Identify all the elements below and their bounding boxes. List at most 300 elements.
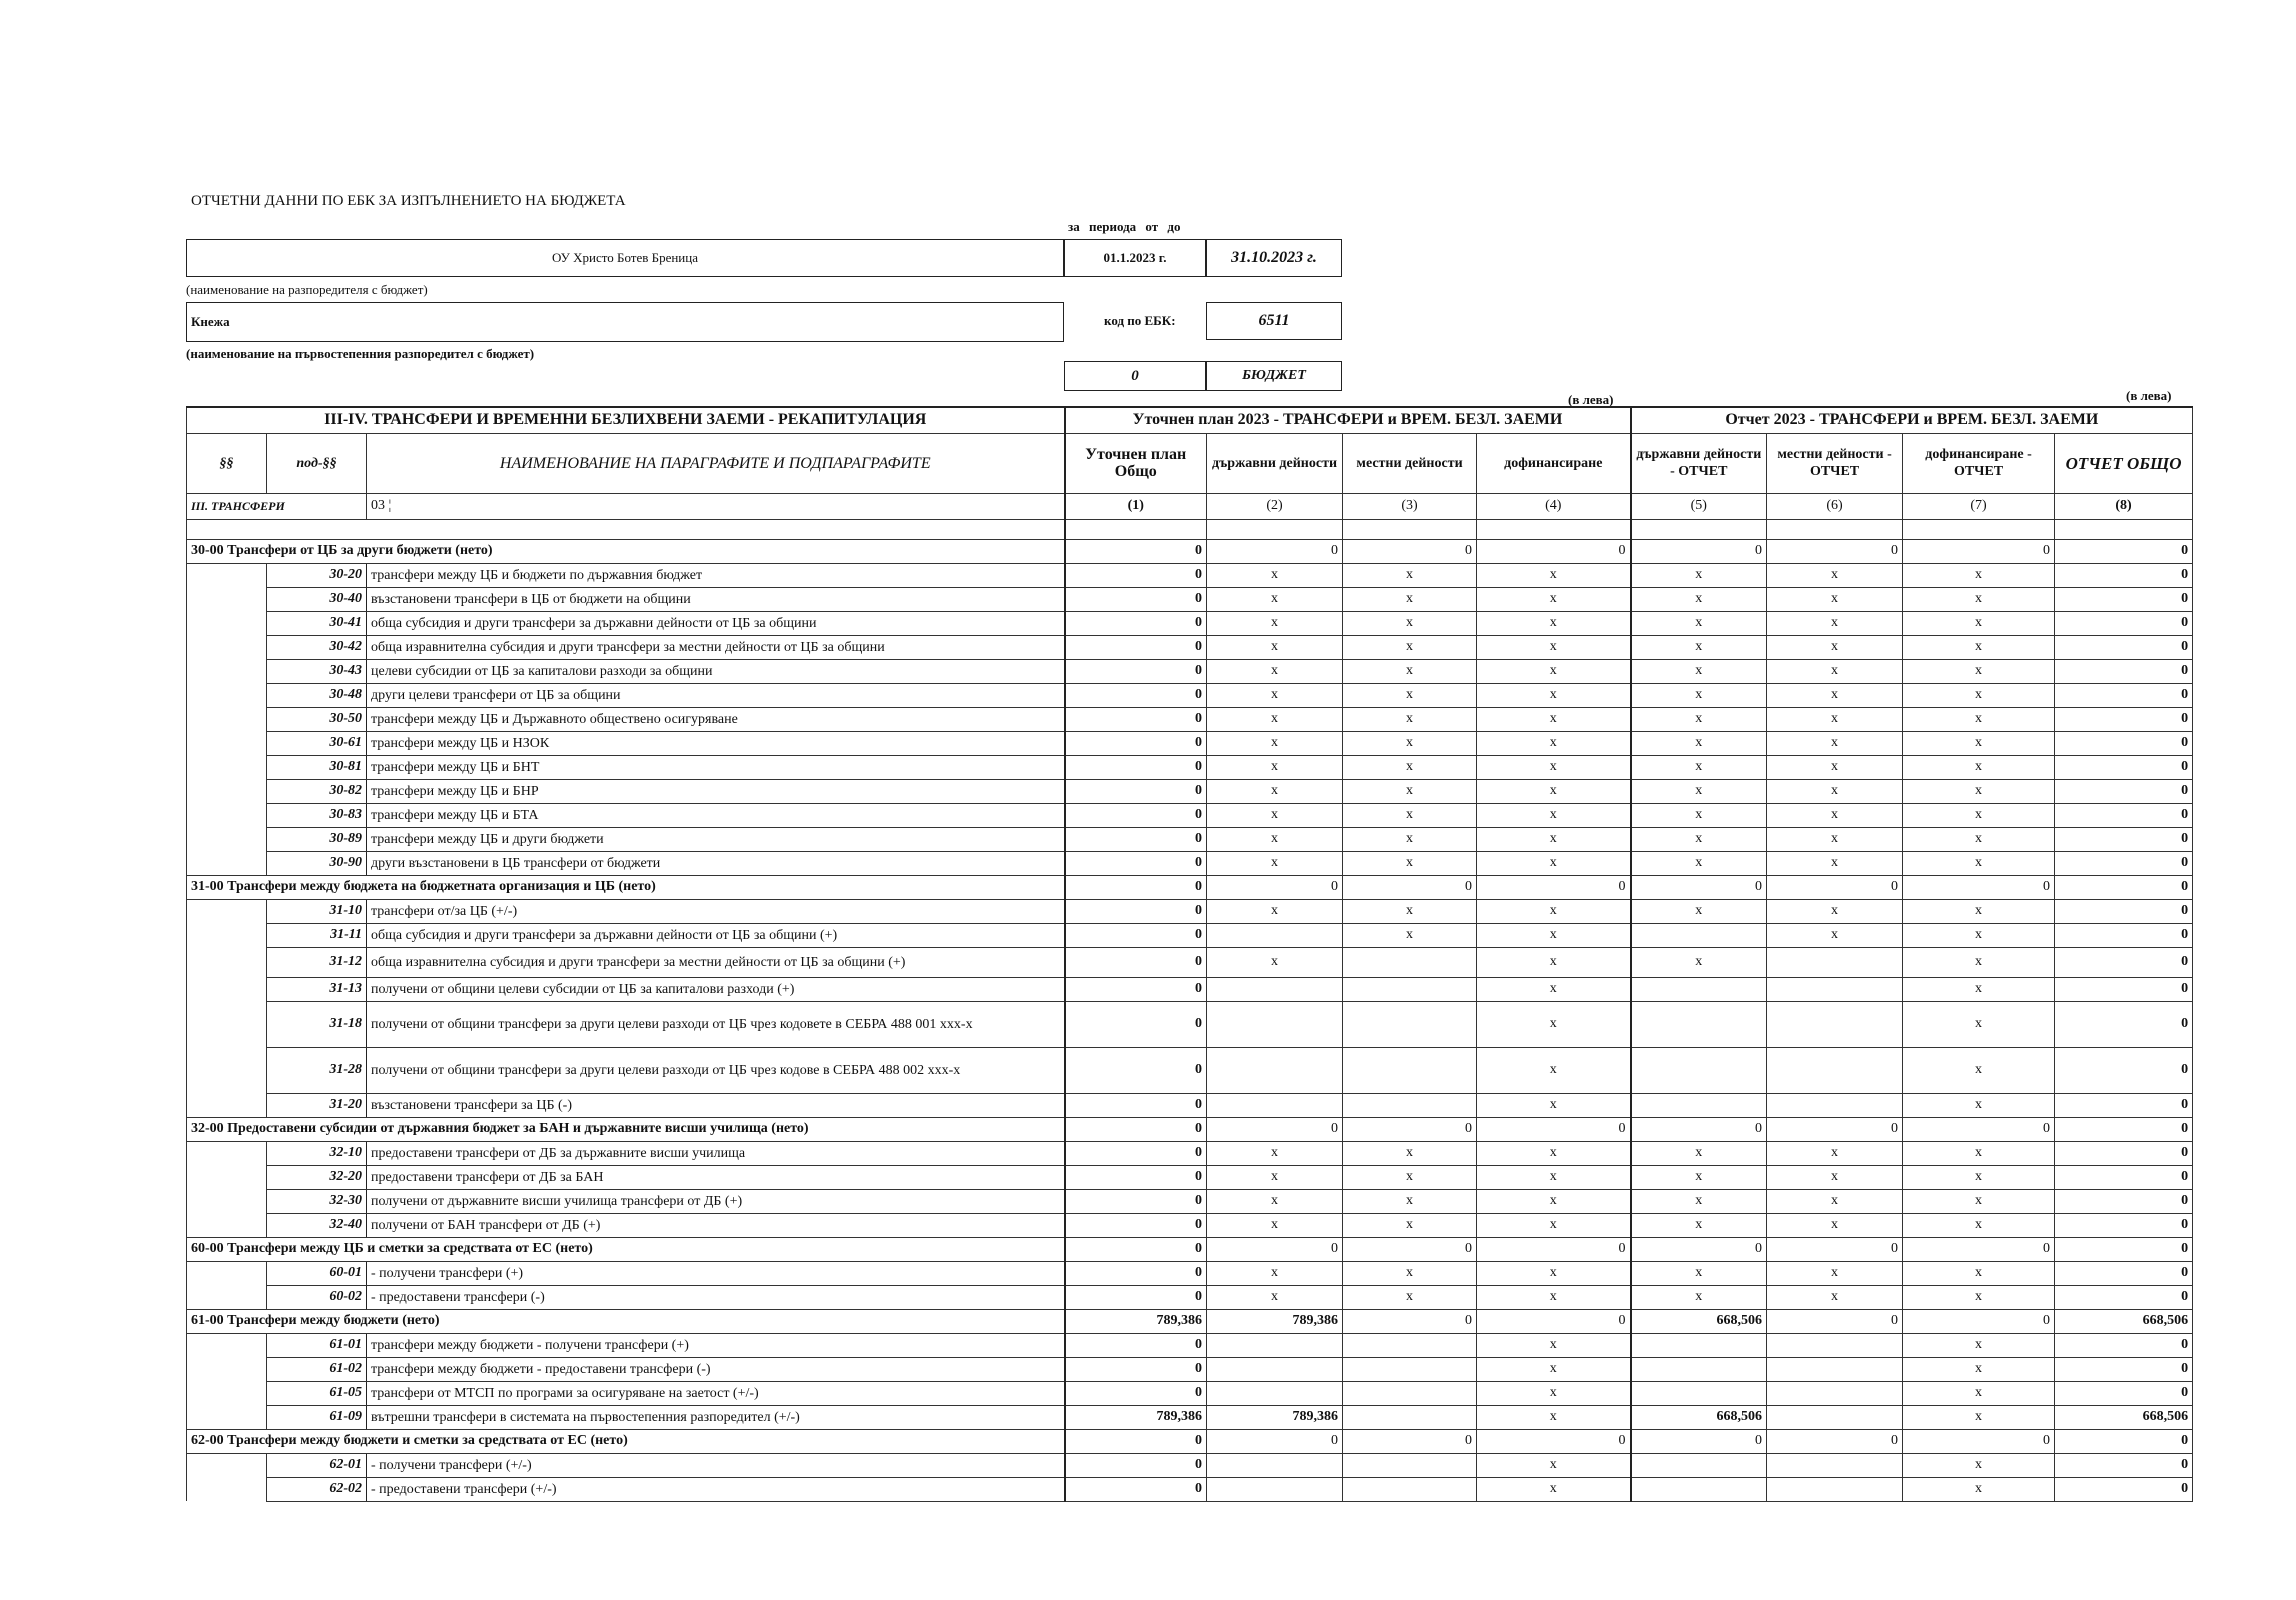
table-row <box>187 1285 2193 1309</box>
value-cell-col7: x <box>1903 1381 2055 1405</box>
value-cell-col2: x <box>1207 803 1343 827</box>
subpar-name: обща изравнителна субсидия и други трансфери за местни дейности от ЦБ за общини <box>367 635 1065 659</box>
value-cell-col5: x <box>1631 1141 1767 1165</box>
value-cell-col7: x <box>1903 1213 2055 1237</box>
value-cell-col3: x <box>1343 659 1477 683</box>
value-cell-col8: 0 <box>2055 1213 2193 1237</box>
value-cell-col1: 0 <box>1065 731 1207 755</box>
subpar-name: - получени трансфери (+/-) <box>367 1453 1065 1477</box>
table-row <box>187 1213 2193 1237</box>
col-number-2: (2) <box>1207 493 1343 519</box>
par-cell <box>187 611 267 635</box>
value-cell-col3 <box>1343 1001 1477 1047</box>
value-cell-col7: x <box>1903 635 2055 659</box>
value-cell-col4: x <box>1477 803 1631 827</box>
value-cell-col6 <box>1767 977 1903 1001</box>
value-cell-col6: x <box>1767 923 1903 947</box>
subpar-name: трансфери между ЦБ и БНР <box>367 779 1065 803</box>
table-row <box>187 803 2193 827</box>
value-cell-col1: 0 <box>1065 539 1207 563</box>
value-cell-col2: x <box>1207 1285 1343 1309</box>
value-cell-col7: 0 <box>1903 1309 2055 1333</box>
table-row <box>187 683 2193 707</box>
value-cell-col3: x <box>1343 779 1477 803</box>
currency-note-report: (в лева) <box>2126 388 2172 403</box>
value-cell-col4: x <box>1477 1141 1631 1165</box>
table-row <box>187 1001 2193 1047</box>
subpar-code: 30-82 <box>267 779 367 803</box>
value-cell-col4: x <box>1477 1477 1631 1501</box>
value-cell-col8: 0 <box>2055 1453 2193 1477</box>
subpar-code: 31-28 <box>267 1047 367 1093</box>
value-cell-col2 <box>1207 1333 1343 1357</box>
value-cell-col2 <box>1207 1357 1343 1381</box>
value-cell-col4: x <box>1477 1213 1631 1237</box>
ebk-code-box <box>1206 302 1342 340</box>
value-cell-col4: x <box>1477 731 1631 755</box>
table-row <box>187 977 2193 1001</box>
table-row <box>187 563 2193 587</box>
section-sub: 03 ¦ <box>367 493 1065 519</box>
col-number-5: (5) <box>1631 493 1767 519</box>
subpar-name: - получени трансфери (+) <box>367 1261 1065 1285</box>
value-cell-col3: x <box>1343 635 1477 659</box>
subpar-code: 30-81 <box>267 755 367 779</box>
value-cell-col1: 0 <box>1065 1189 1207 1213</box>
value-cell-col7: x <box>1903 899 2055 923</box>
value-cell-col1: 0 <box>1065 635 1207 659</box>
value-cell-col4: x <box>1477 779 1631 803</box>
col-number-6: (6) <box>1767 493 1903 519</box>
par-cell <box>187 1093 267 1117</box>
value-cell-col3: 0 <box>1343 539 1477 563</box>
col7-header: дофинансиране - ОТЧЕТ <box>1903 433 2055 493</box>
value-cell-col7: x <box>1903 977 2055 1001</box>
value-cell-col7: x <box>1903 1405 2055 1429</box>
value-cell-col4: x <box>1477 977 1631 1001</box>
value-cell-col5: 0 <box>1631 1429 1767 1453</box>
par-cell <box>187 947 267 977</box>
value-cell-col5: x <box>1631 899 1767 923</box>
table-header-row-3 <box>187 493 2193 519</box>
value-cell-col6: x <box>1767 1213 1903 1237</box>
value-cell-col6: x <box>1767 779 1903 803</box>
value-cell-col2: x <box>1207 611 1343 635</box>
value-cell-col8: 0 <box>2055 875 2193 899</box>
table-row <box>187 1165 2193 1189</box>
par-cell <box>187 1381 267 1405</box>
value-cell-col6: 0 <box>1767 1309 1903 1333</box>
value-cell-col5: x <box>1631 731 1767 755</box>
subpar-code: 30-50 <box>267 707 367 731</box>
value-cell-col1: 0 <box>1065 1261 1207 1285</box>
value-cell-col4: x <box>1477 1047 1631 1093</box>
value-cell-col3: x <box>1343 731 1477 755</box>
par-cell <box>187 1261 267 1285</box>
value-cell-col6: x <box>1767 587 1903 611</box>
subpar-name: обща субсидия и други трансфери за държавни дейности от ЦБ за общини <box>367 611 1065 635</box>
value-cell-col5: x <box>1631 1261 1767 1285</box>
ebk-code: 6511 <box>1258 312 1290 329</box>
value-cell-col6: x <box>1767 659 1903 683</box>
subpar-code: 32-20 <box>267 1165 367 1189</box>
value-cell-col8: 0 <box>2055 779 2193 803</box>
value-cell-col4: x <box>1477 923 1631 947</box>
value-cell-col6: x <box>1767 1141 1903 1165</box>
value-cell-col8: 0 <box>2055 611 2193 635</box>
value-cell-col8: 0 <box>2055 755 2193 779</box>
value-cell-col7: x <box>1903 707 2055 731</box>
value-cell-col1: 0 <box>1065 1213 1207 1237</box>
value-cell-col8: 0 <box>2055 977 2193 1001</box>
value-cell-col7: x <box>1903 947 2055 977</box>
col3-header: местни дейности <box>1343 433 1477 493</box>
subpar-name: възстановени трансфери в ЦБ от бюджети на общини <box>367 587 1065 611</box>
value-cell-col6: x <box>1767 563 1903 587</box>
table-row <box>187 611 2193 635</box>
value-cell-col3 <box>1343 977 1477 1001</box>
value-cell-col3 <box>1343 947 1477 977</box>
table-row <box>187 947 2193 977</box>
value-cell-col6: 0 <box>1767 875 1903 899</box>
subpar-name: трансфери от МТСП по програми за осигуряване на заетост (+/-) <box>367 1381 1065 1405</box>
par-cell <box>187 707 267 731</box>
col-number-1: (1) <box>1065 493 1207 519</box>
subpar-name: трансфери между ЦБ и други бюджети <box>367 827 1065 851</box>
value-cell-col8: 0 <box>2055 587 2193 611</box>
spacer-row <box>187 519 2193 539</box>
par-cell <box>187 1141 267 1165</box>
table-row <box>187 827 2193 851</box>
subpar-code: 30-83 <box>267 803 367 827</box>
value-cell-col3: x <box>1343 1261 1477 1285</box>
col-number-7: (7) <box>1903 493 2055 519</box>
subpar-code: 61-09 <box>267 1405 367 1429</box>
col2-header: държавни дейности <box>1207 433 1343 493</box>
value-cell-col7: 0 <box>1903 1237 2055 1261</box>
subpar-code: 30-89 <box>267 827 367 851</box>
value-cell-col3 <box>1343 1381 1477 1405</box>
section-title: III-IV. ТРАНСФЕРИ И ВРЕМЕННИ БЕЗЛИХВЕНИ ЗАЕМИ - РЕКАПИТУЛАЦИЯ <box>187 407 1065 433</box>
value-cell-col6 <box>1767 1357 1903 1381</box>
value-cell-col5: 0 <box>1631 875 1767 899</box>
table-row <box>187 1261 2193 1285</box>
value-cell-col8: 0 <box>2055 1165 2193 1189</box>
value-cell-col2: x <box>1207 635 1343 659</box>
value-cell-col7: x <box>1903 1477 2055 1501</box>
value-cell-col2 <box>1207 1453 1343 1477</box>
value-cell-col6: x <box>1767 1285 1903 1309</box>
par-cell <box>187 851 267 875</box>
value-cell-col4: x <box>1477 851 1631 875</box>
value-cell-col6 <box>1767 1047 1903 1093</box>
table-row <box>187 1477 2193 1501</box>
value-cell-col7: x <box>1903 683 2055 707</box>
value-cell-col4: 0 <box>1477 1429 1631 1453</box>
value-cell-col7: x <box>1903 803 2055 827</box>
value-cell-col1: 0 <box>1065 1429 1207 1453</box>
value-cell-col4: x <box>1477 1285 1631 1309</box>
value-cell-col3: x <box>1343 683 1477 707</box>
date-to: 31.10.2023 г. <box>1231 249 1317 266</box>
par-cell <box>187 803 267 827</box>
value-cell-col6 <box>1767 1405 1903 1429</box>
par-cell <box>187 1477 267 1501</box>
col6-header: местни дейности - ОТЧЕТ <box>1767 433 1903 493</box>
value-cell-col3: x <box>1343 563 1477 587</box>
value-cell-col1: 0 <box>1065 1237 1207 1261</box>
section-code: III. ТРАНСФЕРИ <box>187 493 367 519</box>
period-label: за периода от до <box>1068 219 1181 234</box>
value-cell-col7: x <box>1903 1001 2055 1047</box>
report-group-header: Отчет 2023 - ТРАНСФЕРИ и ВРЕМ. БЕЗЛ. ЗАЕМИ <box>1631 407 2193 433</box>
value-cell-col1: 0 <box>1065 803 1207 827</box>
date-from-box <box>1064 239 1206 277</box>
col-par-header: §§ <box>187 433 267 493</box>
document-title: ОТЧЕТНИ ДАННИ ПО ЕБК ЗА ИЗПЪЛНЕНИЕТО НА БЮДЖЕТА <box>191 193 626 209</box>
parent-name: Кнежа <box>191 314 230 329</box>
value-cell-col1: 0 <box>1065 755 1207 779</box>
table-row <box>187 1141 2193 1165</box>
table-row <box>187 635 2193 659</box>
table-row <box>187 731 2193 755</box>
value-cell-col4: x <box>1477 1333 1631 1357</box>
par-cell <box>187 1165 267 1189</box>
transfers-table <box>186 406 2193 1502</box>
value-cell-col2: x <box>1207 1261 1343 1285</box>
value-cell-col6: 0 <box>1767 1429 1903 1453</box>
value-cell-col1: 0 <box>1065 851 1207 875</box>
group-name: 31-00 Трансфери между бюджета на бюджетната организация и ЦБ (нето) <box>187 875 1065 899</box>
value-cell-col4: x <box>1477 1093 1631 1117</box>
value-cell-col8: 0 <box>2055 1001 2193 1047</box>
value-cell-col3: x <box>1343 1141 1477 1165</box>
value-cell-col4: 0 <box>1477 539 1631 563</box>
value-cell-col5: x <box>1631 755 1767 779</box>
value-cell-col1: 789,386 <box>1065 1309 1207 1333</box>
value-cell-col2 <box>1207 1001 1343 1047</box>
value-cell-col2: 0 <box>1207 1237 1343 1261</box>
subpar-code: 30-61 <box>267 731 367 755</box>
par-cell <box>187 587 267 611</box>
par-cell <box>187 1285 267 1309</box>
value-cell-col3: 0 <box>1343 1309 1477 1333</box>
par-cell <box>187 659 267 683</box>
table-row <box>187 851 2193 875</box>
value-cell-col4: x <box>1477 683 1631 707</box>
value-cell-col2: x <box>1207 947 1343 977</box>
value-cell-col1: 0 <box>1065 1285 1207 1309</box>
value-cell-col6: x <box>1767 803 1903 827</box>
value-cell-col7: x <box>1903 611 2055 635</box>
value-cell-col3: x <box>1343 827 1477 851</box>
subpar-code: 30-42 <box>267 635 367 659</box>
par-cell <box>187 827 267 851</box>
value-cell-col3: x <box>1343 803 1477 827</box>
value-cell-col2 <box>1207 1047 1343 1093</box>
value-cell-col1: 0 <box>1065 1333 1207 1357</box>
value-cell-col4: 0 <box>1477 1237 1631 1261</box>
value-cell-col2: 0 <box>1207 1117 1343 1141</box>
group-row <box>187 1429 2193 1453</box>
subpar-code: 31-12 <box>267 947 367 977</box>
par-cell <box>187 1047 267 1093</box>
value-cell-col4: x <box>1477 611 1631 635</box>
par-cell <box>187 1405 267 1429</box>
value-cell-col7: x <box>1903 563 2055 587</box>
value-cell-col2: x <box>1207 659 1343 683</box>
value-cell-col8: 0 <box>2055 827 2193 851</box>
value-cell-col8: 0 <box>2055 1429 2193 1453</box>
value-cell-col8: 0 <box>2055 899 2193 923</box>
value-cell-col1: 0 <box>1065 899 1207 923</box>
value-cell-col7: x <box>1903 659 2055 683</box>
budget-label-box <box>1206 361 1342 391</box>
value-cell-col2: x <box>1207 1189 1343 1213</box>
value-cell-col4: x <box>1477 755 1631 779</box>
value-cell-col5: x <box>1631 1189 1767 1213</box>
col-name-header: НАИМЕНОВАНИЕ НА ПАРАГРАФИТЕ И ПОДПАРАГРАФИТЕ <box>367 433 1065 493</box>
value-cell-col3: x <box>1343 587 1477 611</box>
value-cell-col2 <box>1207 1381 1343 1405</box>
value-cell-col6: x <box>1767 731 1903 755</box>
table-row <box>187 1093 2193 1117</box>
value-cell-col7: x <box>1903 731 2055 755</box>
value-cell-col6: 0 <box>1767 1237 1903 1261</box>
value-cell-col7: x <box>1903 1285 2055 1309</box>
value-cell-col4: x <box>1477 707 1631 731</box>
value-cell-col8: 0 <box>2055 1261 2193 1285</box>
par-cell <box>187 1001 267 1047</box>
subpar-name: целеви субсидии от ЦБ за капиталови разходи за общини <box>367 659 1065 683</box>
subpar-code: 30-41 <box>267 611 367 635</box>
value-cell-col6 <box>1767 1381 1903 1405</box>
value-cell-col5 <box>1631 1453 1767 1477</box>
value-cell-col3: 0 <box>1343 1117 1477 1141</box>
value-cell-col1: 0 <box>1065 947 1207 977</box>
value-cell-col1: 0 <box>1065 683 1207 707</box>
value-cell-col8: 0 <box>2055 1285 2193 1309</box>
value-cell-col7: x <box>1903 1333 2055 1357</box>
value-cell-col7: x <box>1903 1141 2055 1165</box>
value-cell-col5: x <box>1631 635 1767 659</box>
value-cell-col7: 0 <box>1903 1117 2055 1141</box>
subpar-code: 31-10 <box>267 899 367 923</box>
value-cell-col7: x <box>1903 1357 2055 1381</box>
value-cell-col8: 0 <box>2055 707 2193 731</box>
subpar-name: трансфери между бюджети - предоставени трансфери (-) <box>367 1357 1065 1381</box>
value-cell-col2 <box>1207 977 1343 1001</box>
subpar-name: получени от общини целеви субсидии от ЦБ за капиталови разходи (+) <box>367 977 1065 1001</box>
subpar-name: трансфери от/за ЦБ (+/-) <box>367 899 1065 923</box>
value-cell-col5: x <box>1631 563 1767 587</box>
col-number-8: (8) <box>2055 493 2193 519</box>
value-cell-col3: x <box>1343 923 1477 947</box>
par-cell <box>187 683 267 707</box>
col1-header: Уточнен план Общо <box>1065 433 1207 493</box>
value-cell-col1: 0 <box>1065 977 1207 1001</box>
value-cell-col4: x <box>1477 1001 1631 1047</box>
value-cell-col5: x <box>1631 947 1767 977</box>
value-cell-col7: x <box>1903 827 2055 851</box>
subpar-code: 30-90 <box>267 851 367 875</box>
value-cell-col7: x <box>1903 1453 2055 1477</box>
value-cell-col3 <box>1343 1405 1477 1429</box>
value-cell-col1: 0 <box>1065 1093 1207 1117</box>
value-cell-col5: x <box>1631 683 1767 707</box>
value-cell-col2: x <box>1207 1213 1343 1237</box>
par-cell <box>187 977 267 1001</box>
value-cell-col8: 668,506 <box>2055 1405 2193 1429</box>
value-cell-col2: x <box>1207 563 1343 587</box>
subpar-name: обща изравнителна субсидия и други трансфери за местни дейности от ЦБ за общини (+) <box>367 947 1065 977</box>
subpar-code: 60-01 <box>267 1261 367 1285</box>
value-cell-col6: x <box>1767 827 1903 851</box>
group-name: 30-00 Трансфери от ЦБ за други бюджети (нето) <box>187 539 1065 563</box>
subpar-name: предоставени трансфери от ДБ за БАН <box>367 1165 1065 1189</box>
value-cell-col8: 0 <box>2055 1357 2193 1381</box>
value-cell-col2: x <box>1207 851 1343 875</box>
budget-value-box <box>1064 361 1206 391</box>
value-cell-col5 <box>1631 1381 1767 1405</box>
table-row <box>187 899 2193 923</box>
value-cell-col6: x <box>1767 611 1903 635</box>
value-cell-col4: x <box>1477 563 1631 587</box>
value-cell-col8: 0 <box>2055 803 2193 827</box>
value-cell-col2: x <box>1207 731 1343 755</box>
value-cell-col4: x <box>1477 1165 1631 1189</box>
value-cell-col8: 0 <box>2055 635 2193 659</box>
table-header-row-1 <box>187 407 2193 433</box>
value-cell-col2: x <box>1207 827 1343 851</box>
value-cell-col4: x <box>1477 635 1631 659</box>
value-cell-col8: 0 <box>2055 1237 2193 1261</box>
table-row <box>187 1453 2193 1477</box>
value-cell-col1: 789,386 <box>1065 1405 1207 1429</box>
subpar-name: други целеви трансфери от ЦБ за общини <box>367 683 1065 707</box>
value-cell-col2: x <box>1207 683 1343 707</box>
value-cell-col2 <box>1207 923 1343 947</box>
value-cell-col7: 0 <box>1903 875 2055 899</box>
par-cell <box>187 563 267 587</box>
value-cell-col2: 0 <box>1207 539 1343 563</box>
par-cell <box>187 1333 267 1357</box>
value-cell-col7: x <box>1903 1047 2055 1093</box>
par-cell <box>187 755 267 779</box>
value-cell-col5: x <box>1631 659 1767 683</box>
table-row <box>187 707 2193 731</box>
value-cell-col7: x <box>1903 755 2055 779</box>
value-cell-col6: x <box>1767 707 1903 731</box>
value-cell-col4: x <box>1477 947 1631 977</box>
value-cell-col5 <box>1631 1047 1767 1093</box>
value-cell-col6 <box>1767 1333 1903 1357</box>
value-cell-col4: x <box>1477 587 1631 611</box>
value-cell-col7: 0 <box>1903 1429 2055 1453</box>
value-cell-col2 <box>1207 1477 1343 1501</box>
value-cell-col5: 0 <box>1631 1237 1767 1261</box>
group-row <box>187 1309 2193 1333</box>
value-cell-col3: x <box>1343 851 1477 875</box>
subpar-name: трансфери между бюджети - получени трансфери (+) <box>367 1333 1065 1357</box>
value-cell-col5: 668,506 <box>1631 1309 1767 1333</box>
subpar-name: получени от общини трансфери за други целеви разходи от ЦБ чрез кодове в СЕБРА 488 002 ххх-х <box>367 1047 1065 1093</box>
value-cell-col3 <box>1343 1093 1477 1117</box>
group-name: 32-00 Предоставени субсидии от държавния бюджет за БАН и държавните висши училища (нето) <box>187 1117 1065 1141</box>
value-cell-col4: x <box>1477 1357 1631 1381</box>
value-cell-col6: x <box>1767 755 1903 779</box>
value-cell-col5 <box>1631 1357 1767 1381</box>
